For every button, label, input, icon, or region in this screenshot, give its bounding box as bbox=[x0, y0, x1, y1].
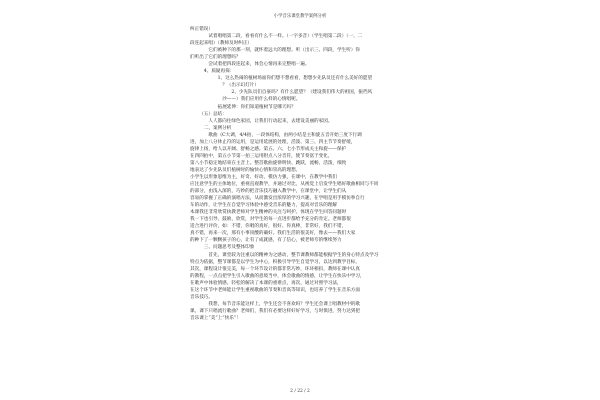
text-line: 在这个环节中老师能让学生重视歌曲的节奏和音高等知识，也培养了学生在音乐方面 bbox=[190, 287, 360, 293]
text-line: 在四四拍中，第五小节第一拍三运用附点八分音符，使节奏富于变化， bbox=[190, 153, 333, 159]
text-line: （五）总结： bbox=[199, 111, 227, 117]
text-line: 第八小节稳定地结束在主音上。整首歌曲旋律明快、跳跃，流畅，活泼，细致 bbox=[190, 160, 347, 166]
text-line: 首先，课堂较为注重以的精神为之感动，整节课教师都能根据学生的身心特点及学习 bbox=[208, 252, 379, 258]
text-line: 其次，课程设计很完美，每一个环节设计的都非常巧妙，环环相扣，教师在课中认真 bbox=[190, 266, 360, 272]
text-line: 车的动作，让学生在自觉学习体验中感受音乐的魅力，提高对音乐的理解 bbox=[190, 203, 338, 209]
text-line: 本课我还非常欣赏执教老师对学生精神的关注与呵护。体现在学生回答问题时 bbox=[190, 210, 347, 216]
text-line: 容易的掌握了正确的演唱方法，从而激发出浓厚的学习兴趣，在学唱是用手模仿拳自行 bbox=[190, 196, 365, 202]
text-line: 我想，每节音乐能这样上，学生还会不喜欢吗？学生还会课上唱教材中的歌 bbox=[208, 301, 360, 307]
text-line: 应注意学生的主体地位，重视直观教学，并通过对比，从视觉上启发学生唱好歌曲相同与不同 bbox=[190, 182, 379, 188]
text-line: 歌曲《C大调，4/4拍，一段体结构，由两小结是主和旋五音开始三度下行调 bbox=[208, 132, 362, 138]
text-line: 音乐技巧。 bbox=[190, 294, 213, 300]
text-line: 小学生以形象思维为主，好奇、好动、模仿力强，在课中，在教学中我们 bbox=[190, 174, 338, 180]
text-line: 纠正错误） bbox=[190, 27, 213, 32]
text-line: 进，加上八分休止符的运用，是运用延展的处理，活泼、第三、四主节节奏舒缓， bbox=[190, 139, 356, 145]
text-line: 地表达了少先队员们植树时的愉快心情和崇高的理想。 bbox=[190, 167, 301, 173]
text-line: 二、案例分析 bbox=[203, 125, 232, 131]
text-line: 尝试着把四段连起来，体会心情再来完整唱一遍。 bbox=[208, 62, 310, 68]
text-line: 我一下也引导、鼓励、欣赏，对学生的每一点进步都给予充分的肯定。老师都很 bbox=[190, 217, 351, 223]
text-line: 试着唱唱第二段，看看有什么不一样。（一字多音）（学生唱第二段）（一、二 bbox=[208, 34, 363, 40]
document-body bbox=[190, 26, 420, 322]
text-line: 特点为依据，整节课都是以学生为中心，积极引导学生自觉学习，以达到教学目标， bbox=[190, 259, 360, 265]
page-header: 小学音乐课堂教学案例分析 bbox=[273, 14, 327, 19]
text-line: 音乐课上“美”上“快乐”！ bbox=[190, 315, 241, 321]
text-line: 沙——）我们应用什么样的心情唱呢。 bbox=[222, 97, 301, 103]
text-line: 人人都向往绿色家园，让我们行动起来，去建设美丽的家园。 bbox=[208, 118, 333, 124]
text-line: ？（出示幻灯片） bbox=[222, 83, 259, 89]
text-line: 它们被种下的那一刻，就怀着远大的理想。听（出示三、四段，学生听）你 bbox=[208, 48, 360, 54]
text-line: 段连起来唱）（教师及时纠正） bbox=[190, 41, 253, 47]
text-line: 课。课下只唱流行歌曲？老师们，我们有必要这样好好学习，与时俱进，努力达到把 bbox=[190, 308, 360, 314]
text-line: 真不错，再来一次，那有小事顶酸的确好。我们生活的很美好，像去——我们大家 bbox=[190, 231, 356, 237]
text-line: 们听出了它们的理想吗？ bbox=[190, 55, 241, 61]
text-line: 三、问题思考及整体印象 bbox=[203, 245, 255, 251]
text-line: 1、这么热闹的植树场面你们想不想看看，想想少先队员还有什么美好的愿望 bbox=[217, 76, 373, 82]
text-line: 旋律上扬，给人以开阔、舒畅之感。第五、六、七小节形成关主和旋——保护 bbox=[190, 146, 347, 152]
text-line: 在歌声中体验情感。轻松的解决了本课的重难点，再次，通过对照学习法， bbox=[190, 280, 342, 286]
text-line: 的部分，由浅入深的，巧妙的把音乐技巧融入教学中，在课堂中，让学生们从 bbox=[190, 189, 347, 195]
text-line: 4、质疑再探： bbox=[203, 69, 235, 75]
text-line: 的种下了一颗颗孩子的心，让有了成就感，有了信心，被老师夸的继续努力 bbox=[190, 238, 342, 244]
page-number: 2 / 22 / 2 bbox=[290, 389, 310, 394]
text-line: 2、少先队员们自豪吗？有什么愿望？（建设我们伟大的祖国，振挡风 bbox=[231, 90, 373, 96]
text-line: 适合进行评价，如：不错，你唱的真好，很好、你真棒，非常好，我们不错， bbox=[190, 224, 347, 230]
text-line: 拓展延伸：你们知道植树节是哪天吗？ bbox=[217, 104, 296, 110]
text-line: 的教程，一点点把学生引入歌曲的意境当中，体会歌曲的情感，让学生在快乐中学习， bbox=[190, 273, 365, 279]
